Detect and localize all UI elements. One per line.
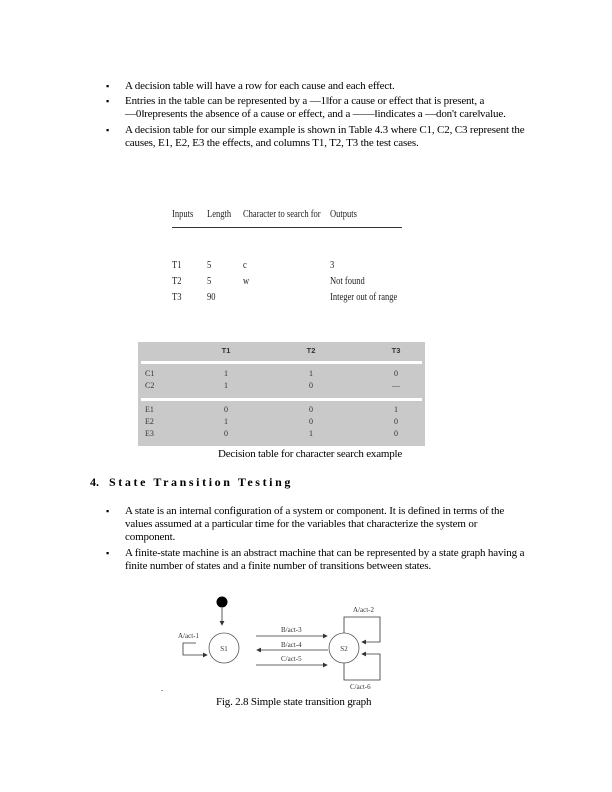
decision-table-bullets [106,80,526,152]
bullet-text: Entries in the table can be represented by a ―1‖for a cause or effect that is present, a ―0‖represents the absence of a cause or effect, and a ―—‖indicates a ―don't care‖value. [125,95,506,121]
header-cell: Outputs [330,209,357,220]
row-label: C2 [145,381,155,390]
state-bullets [106,505,526,575]
table-cell: 90 [207,292,216,303]
bullet-marker: ▪ [106,506,110,516]
table-row [138,417,425,428]
header-cell: Length [207,209,232,220]
table-cell: 0 [309,405,313,414]
bullet-item [106,505,526,545]
header-cell: T2 [306,346,316,355]
table-cell: 0 [309,381,313,390]
state-label-s2: S2 [340,645,348,653]
table-cell: 1 [309,429,313,438]
bullet-marker: ▪ [106,547,110,558]
decision-table [138,342,425,446]
table-cell: 0 [224,405,228,414]
table-row [172,290,402,306]
inputs-table-body [172,228,402,306]
section-title: State Transition Testing [109,475,293,489]
self-loop-s1 [183,643,207,655]
row-label: C1 [145,369,155,378]
row-label: E2 [145,417,154,426]
table-divider [141,398,422,401]
table-cell: T1 [172,260,182,271]
table-cell: c [243,260,247,271]
inputs-table [172,207,402,306]
header-cell: Character to search for [243,209,321,220]
state-label-s1: S1 [220,645,228,653]
bullet-marker: ▪ [106,96,110,107]
table-cell: 1 [309,369,313,378]
state-transition-diagram [170,592,390,692]
bullet-text: A state is an internal configuration of a system or component. It is defined in terms of the values assumed at a particular time for the variables that characterize the system or component. [125,505,505,544]
table-cell: T3 [172,292,182,303]
decision-table-header [138,346,425,358]
transition-label: A/act-1 [178,632,199,640]
row-label: E1 [145,405,154,414]
table-row [172,258,402,274]
bullet-marker: ▪ [106,124,110,135]
decision-table-caption: Decision table for character search example [218,448,403,460]
table-cell: — [392,381,400,390]
table-cell: 0 [394,429,398,438]
bullet-text: A decision table will have a row for each cause and each effect. [125,80,395,92]
stray-mark: . [161,684,163,693]
bullet-item [106,80,526,93]
table-cell: 0 [394,417,398,426]
table-row [138,405,425,416]
transition-label: A/act-2 [353,606,374,614]
transition-label: C/act-6 [350,683,371,691]
bullet-text: A finite-state machine is an abstract machine that can be represented by a state graph having a finite number of states and a finite number of transitions between states. [125,546,525,572]
header-cell: T3 [391,346,401,355]
table-cell: 1 [224,381,228,390]
table-row [172,274,402,290]
table-cell: w [243,276,250,287]
table-divider [141,361,422,364]
initial-state-dot [217,597,228,608]
bullet-text: A decision table for our simple example is shown in Table 4.3 where C1, C2, C3 represent the causes, E1, E2, E3 the effects, and columns T1, T2, T3 the test cases. [125,123,525,149]
transition-label: B/act-4 [281,641,302,649]
bullet-item [106,124,526,150]
table-cell: 0 [394,369,398,378]
transition-label: C/act-5 [281,655,302,663]
section-heading [90,475,293,490]
header-cell: T1 [221,346,231,355]
table-cell: 1 [394,405,398,414]
section-number: 4. [90,475,99,489]
row-label: E3 [145,429,154,438]
table-cell: Integer out of range [330,292,398,303]
inputs-table-header [172,207,402,228]
table-cell: 5 [207,260,212,271]
table-row [138,369,425,380]
table-cell: 1 [224,417,228,426]
table-row [138,381,425,392]
table-cell: Not found [330,276,365,287]
bullet-item [106,547,526,573]
bullet-marker: ▪ [106,81,110,91]
table-cell: 0 [224,429,228,438]
table-cell: 5 [207,276,212,287]
table-cell: 0 [309,417,313,426]
header-cell: Inputs [172,209,194,220]
table-cell: T2 [172,276,182,287]
transition-label: B/act-3 [281,626,302,634]
table-cell: 1 [224,369,228,378]
bullet-item [106,95,526,121]
table-row [138,429,425,440]
table-cell: 3 [330,260,335,271]
figure-caption: Fig. 2.8 Simple state transition graph [216,696,372,708]
